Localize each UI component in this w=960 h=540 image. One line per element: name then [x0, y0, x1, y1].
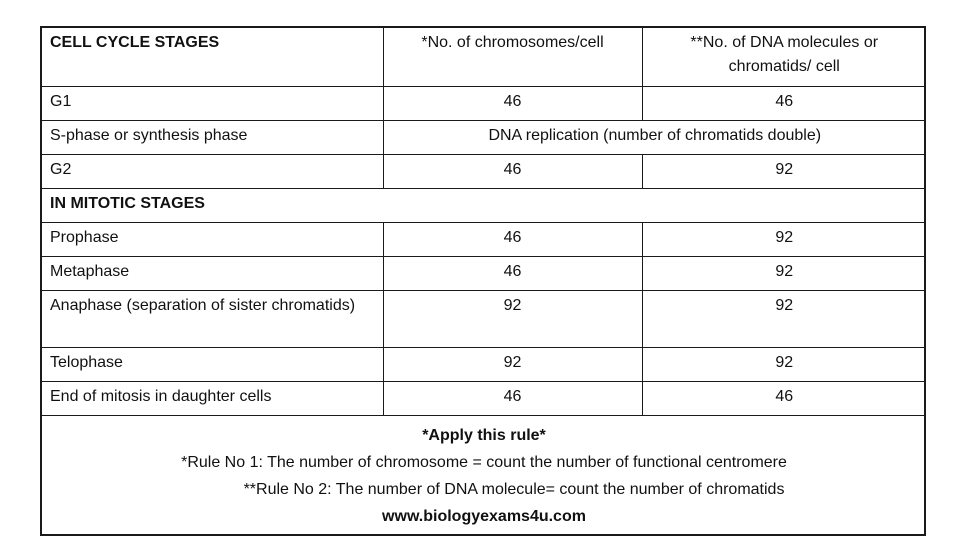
dna-count-cell: 92: [642, 291, 926, 348]
section-row-mitotic: [42, 189, 926, 223]
stage-cell: G2: [42, 155, 383, 189]
dna-count-cell: 46: [642, 87, 926, 121]
stage-cell: Prophase: [42, 223, 383, 257]
dna-count-cell: 92: [642, 257, 926, 291]
table-row: [42, 87, 926, 121]
table-row: [42, 382, 926, 416]
table-row: [42, 257, 926, 291]
table-row: [42, 155, 926, 189]
stage-cell: G1: [42, 87, 383, 121]
dna-count-cell: 92: [642, 223, 926, 257]
stage-cell: Telophase: [42, 348, 383, 382]
rules-notes-row: [42, 416, 926, 535]
chromosome-count-cell: 46: [383, 87, 642, 121]
rules-title: *Apply this rule*: [422, 427, 546, 444]
cell-cycle-table: [42, 28, 926, 534]
stage-cell: Anaphase (separation of sister chromatids): [42, 291, 383, 348]
table-header-row: [42, 28, 926, 87]
rules-notes-cell: [42, 416, 926, 535]
chromosome-count-cell: 46: [383, 382, 642, 416]
chromosome-count-cell: 92: [383, 348, 642, 382]
dna-count-cell: 92: [642, 155, 926, 189]
header-cell-stages: CELL CYCLE STAGES: [42, 28, 383, 87]
table-row: [42, 121, 926, 155]
dna-count-cell: 46: [642, 382, 926, 416]
stage-cell: S-phase or synthesis phase: [42, 121, 383, 155]
table-row: [42, 348, 926, 382]
table-row: [42, 223, 926, 257]
chromosome-count-cell: 92: [383, 291, 642, 348]
website-text: www.biologyexams4u.com: [382, 508, 586, 525]
stage-cell: Metaphase: [42, 257, 383, 291]
dna-replication-merged-cell: DNA replication (number of chromatids double): [383, 121, 926, 155]
cell-cycle-table-sheet: [40, 26, 926, 536]
header-cell-dna: **No. of DNA molecules or chromatids/ cell: [642, 28, 926, 87]
rule-one-text: *Rule No 1: The number of chromosome = count the number of functional centromere: [181, 454, 787, 471]
table-row: [42, 291, 926, 348]
section-heading-mitotic: IN MITOTIC STAGES: [42, 189, 926, 223]
chromosome-count-cell: 46: [383, 257, 642, 291]
stage-cell: End of mitosis in daughter cells: [42, 382, 383, 416]
rule-two-text: **Rule No 2: The number of DNA molecule= count the number of chromatids: [243, 481, 785, 498]
chromosome-count-cell: 46: [383, 155, 642, 189]
dna-count-cell: 92: [642, 348, 926, 382]
header-cell-chromosomes: *No. of chromosomes/cell: [383, 28, 642, 87]
chromosome-count-cell: 46: [383, 223, 642, 257]
